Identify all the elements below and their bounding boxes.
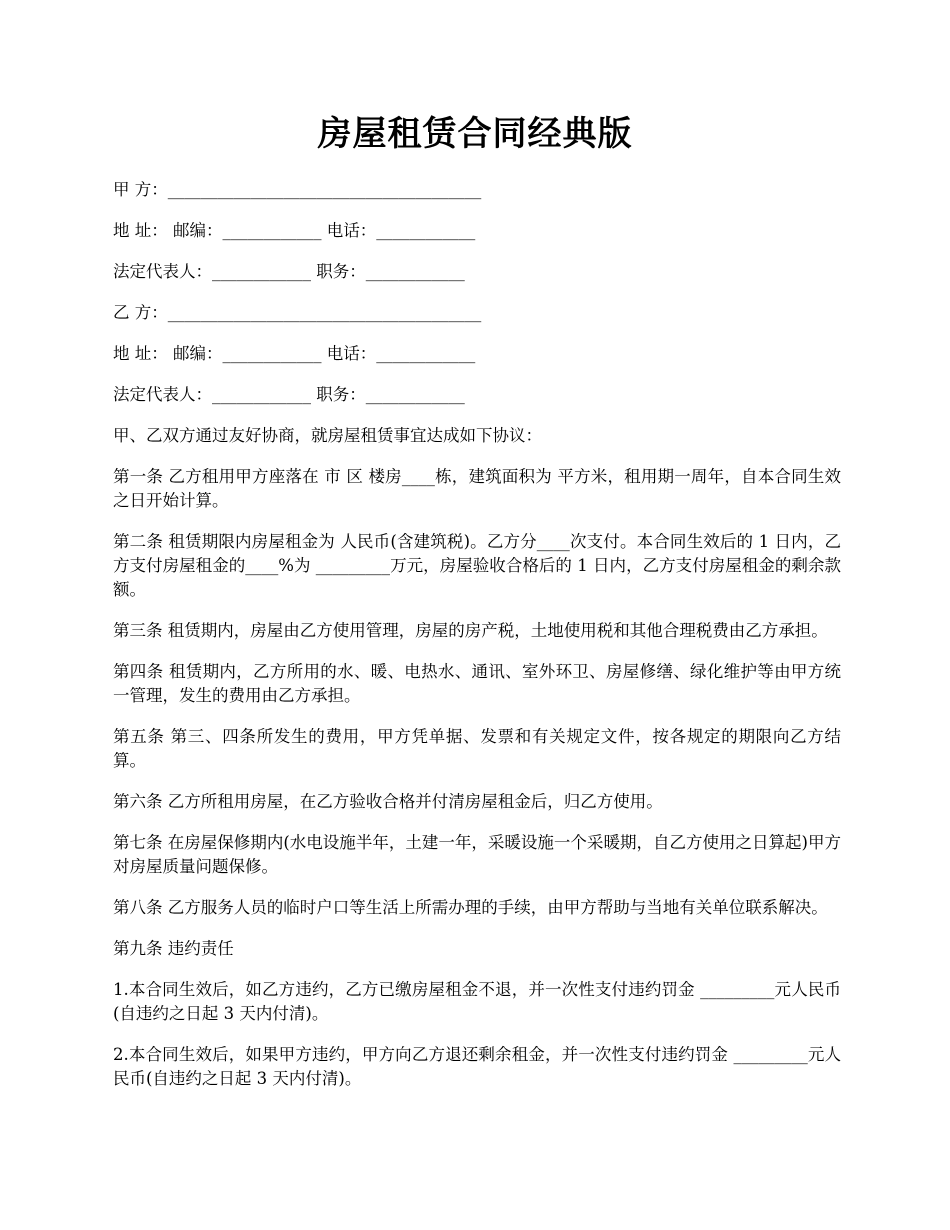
document-body xyxy=(113,178,841,1108)
article-4: 第四条 租赁期内，乙方所用的水、暖、电热水、通讯、室外环卫、房屋修缮、绿化维护等由甲方统一管理，发生的费用由乙方承担。 xyxy=(113,662,841,705)
breach-clause-2: 2.本合同生效后，如果甲方违约，甲方向乙方退还剩余租金，并一次性支付违约罚金 _________元人民币(自违约之日起 3 天内付清)。 xyxy=(113,1045,841,1088)
party-a-address-line: 地 址： 邮编：____________ 电话：____________ xyxy=(113,221,476,240)
party-a-representative-line: 法定代表人：____________ 职务：____________ xyxy=(113,262,465,281)
article-6: 第六条 乙方所租用房屋，在乙方验收合格并付清房屋租金后，归乙方使用。 xyxy=(113,792,663,811)
agreement-intro: 甲、乙双方通过友好协商，就房屋租赁事宜达成如下协议： xyxy=(113,426,542,445)
article-5: 第五条 第三、四条所发生的费用，甲方凭单据、发票和有关规定文件，按各规定的期限向乙方结算。 xyxy=(113,727,841,770)
article-7: 第七条 在房屋保修期内(水电设施半年，土建一年，采暖设施一个采暖期，自乙方使用之日算起)甲方对房屋质量问题保修。 xyxy=(113,833,841,876)
article-8: 第八条 乙方服务人员的临时户口等生活上所需办理的手续，由甲方帮助与当地有关单位联系解决。 xyxy=(113,898,828,917)
party-b-name-line: 乙 方：______________________________________ xyxy=(113,303,482,322)
article-2: 第二条 租赁期限内房屋租金为 人民币(含建筑税)。乙方分____次支付。本合同生效后的 1 日内，乙方支付房屋租金的____%为 _________万元，房屋验收合格后的 1 日内，乙方支付房屋租金的剩余款额。 xyxy=(113,532,841,599)
article-3: 第三条 租赁期内，房屋由乙方使用管理，房屋的房产税，土地使用税和其他合理税费由乙方承担。 xyxy=(113,621,828,640)
party-a-name-line: 甲 方：______________________________________ xyxy=(113,180,482,199)
party-b-address-line: 地 址： 邮编：____________ 电话：____________ xyxy=(113,344,476,363)
party-b-representative-line: 法定代表人：____________ 职务：____________ xyxy=(113,385,465,404)
document-title: 房屋租赁合同经典版 xyxy=(317,114,633,154)
article-9-heading: 第九条 违约责任 xyxy=(113,939,234,958)
breach-clause-1: 1.本合同生效后，如乙方违约，乙方已缴房屋租金不退，并一次性支付违约罚金 _________元人民币(自违约之日起 3 天内付清)。 xyxy=(113,980,841,1023)
article-1: 第一条 乙方租用甲方座落在 市 区 楼房____栋，建筑面积为 平方米，租用期一周年，自本合同生效之日开始计算。 xyxy=(113,467,841,510)
